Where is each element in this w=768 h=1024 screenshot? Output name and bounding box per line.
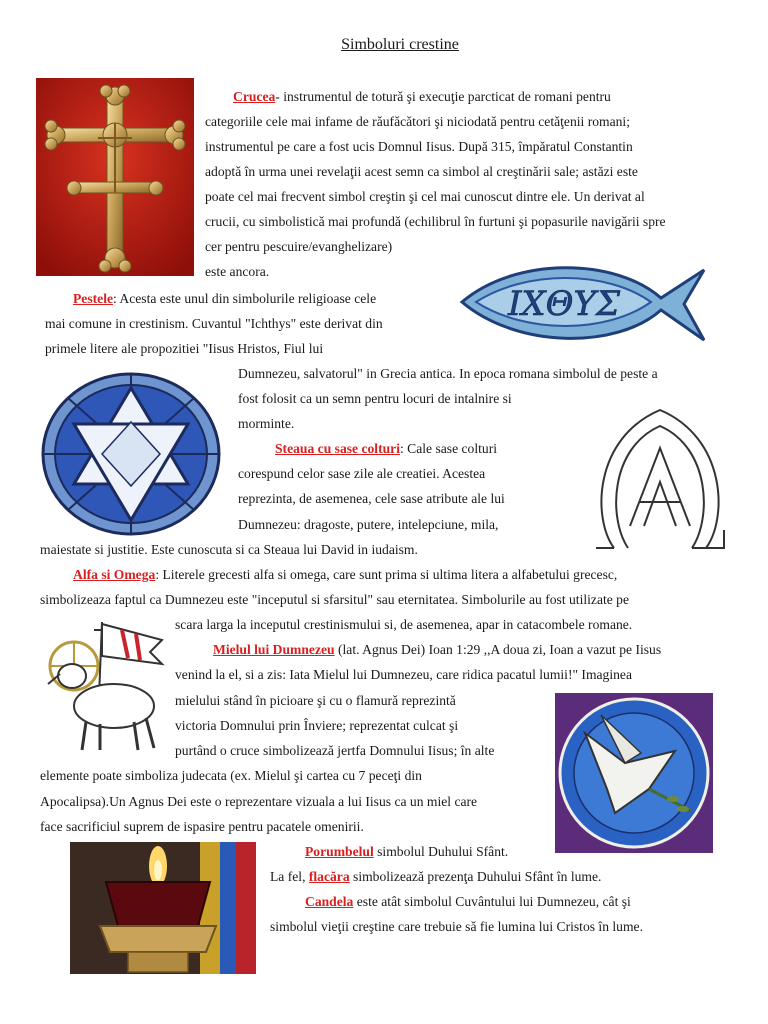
text-line: adoptǎ în urma unei revelaţii acest semn ca simbol al creştinǎrii sale; astăzi este [205,164,638,179]
text-line: crucii, cu simbolisticǎ mai profundǎ (echilibrul în furtuni şi popasurile navigǎrii spre [205,214,666,229]
text-line: Candela este atât simbolul Cuvântului lui Dumnezeu, cât şi [305,894,631,909]
text-line: La fel, flacăra simbolizeazǎ prezenţa Duhului Sfânt în lume. [270,869,602,884]
dove-icon [555,693,713,853]
keyword-pestele: Pestele [73,291,113,306]
text-line: mai comune in crestinism. Cuvantul "Ichthys" este derivat din [45,316,383,331]
text-line: Dumnezeu: dragoste, putere, intelepciune, mila, [238,517,499,532]
text-line: cer pentru pescuire/evanghelizare) [205,239,393,254]
text-line: categoriile cele mai infame de rǎufǎcǎtori şi niciodatǎ pentru cetǎţenii romani; [205,114,630,129]
fish-icon [456,262,708,344]
text-line: Porumbelul simbolul Duhului Sfânt. [305,844,509,859]
text-line: este ancora. [205,264,270,279]
text-line: simbolul vieţii creştine care trebuie sǎ fie lumina lui Cristos în lume. [270,919,643,934]
text-line: Steaua cu sase colturi: Cale sase colturi [275,441,497,456]
keyword-crucea: Crucea [233,89,276,104]
text-line: Apocalipsa).Un Agnus Dei este o reprezentare vizuala a lui Iisus ca un miel care [40,794,478,809]
text-line: instrumentul pe care a fost ucis Domnul Iisus. După 315, împăratul Constantin [205,139,633,154]
lamb-icon [38,612,166,757]
text-line: maiestate si justitie. Este cunoscuta si ca Steaua lui David in iudaism. [40,542,418,557]
ichthys-fish-image [456,262,708,344]
six-pointed-star-icon [40,372,222,537]
keyword-alfa-omega: Alfa si Omega [73,567,156,582]
svg-text:IXΘYΣ: IXΘYΣ [508,284,620,324]
text-line: face sacrificiul suprem de ispasire pentru pacatele omenirii. [40,819,364,834]
keyword-mielul: Mielul lui Dumnezeu [213,642,335,657]
dove-image [555,693,713,853]
page-title: Simboluri crestine [341,36,459,53]
text-line: mielului stând în picioare şi cu o flamurǎ reprezintǎ [175,693,456,708]
text-line: purtând o cruce simbolizeazǎ jertfa Domnului Iisus; în alte [175,743,495,758]
text-line: poate cel mai frecvent simbol creştin şi cel mai cunoscut dintre ele. Un derivat al [205,189,645,204]
text-line: elemente poate simboliza judecata (ex. Mielul şi cartea cu 7 peceţi din [40,768,422,783]
text-line: fost folosit ca un semn pentru locuri de intalnire si [238,391,512,406]
cross-image [36,78,194,276]
star-of-david-image [40,372,222,537]
candle-lamp-icon [70,842,256,974]
text-line: Dumnezeu, salvatorul" in Grecia antica. In epoca romana simbolul de peste a [238,366,658,381]
text-line: victoria Domnului prin Înviere; reprezentat culcat şi [175,718,459,733]
keyword-candela: Candela [305,894,354,909]
text-line: venind la el, si a zis: Iata Mielul lui Dumnezeu, care ridica pacatul lumii!" Imaginea [175,667,632,682]
text-line: reprezinta, de asemenea, cele sase atribute ale lui [238,491,505,506]
text-line: Crucea- instrumentul de toturǎ şi execuţie parcticat de romani pentru [233,89,611,104]
keyword-flacara: flacăra [308,869,350,884]
keyword-porumbelul: Porumbelul [305,844,374,859]
text-line: scara larga la inceputul crestinismului si, de asemenea, apar in catacombele romane. [175,617,633,632]
text-line: primele litere ale propozitiei "Iisus Hristos, Fiul lui [45,341,324,356]
keyword-steaua: Steaua cu sase colturi [275,441,400,456]
candle-image [70,842,256,974]
alpha-omega-icon [584,398,736,556]
text-line: Pestele: Acesta este unul din simbolurile religioase cele [73,291,377,306]
lamb-of-god-image [38,612,166,757]
text-line: Alfa si Omega: Literele grecesti alfa si omega, care sunt prima si ultima litera a alfabetului grecesc, [73,567,618,582]
text-line: morminte. [238,416,295,431]
text-line: Mielul lui Dumnezeu (lat. Agnus Dei) Ioan 1:29 ,,A doua zi, Ioan a vazut pe Iisus [213,642,662,657]
text-line: corespund celor sase zile ale creatiei. Acestea [238,466,486,481]
ornate-cross-icon [36,78,194,276]
text-line: simbolizeaza faptul ca Dumnezeu este "inceputul si sfarsitul" sau eternitatea. Simbolurile au fost utilizate pe [40,592,630,607]
alpha-omega-image [584,398,736,556]
